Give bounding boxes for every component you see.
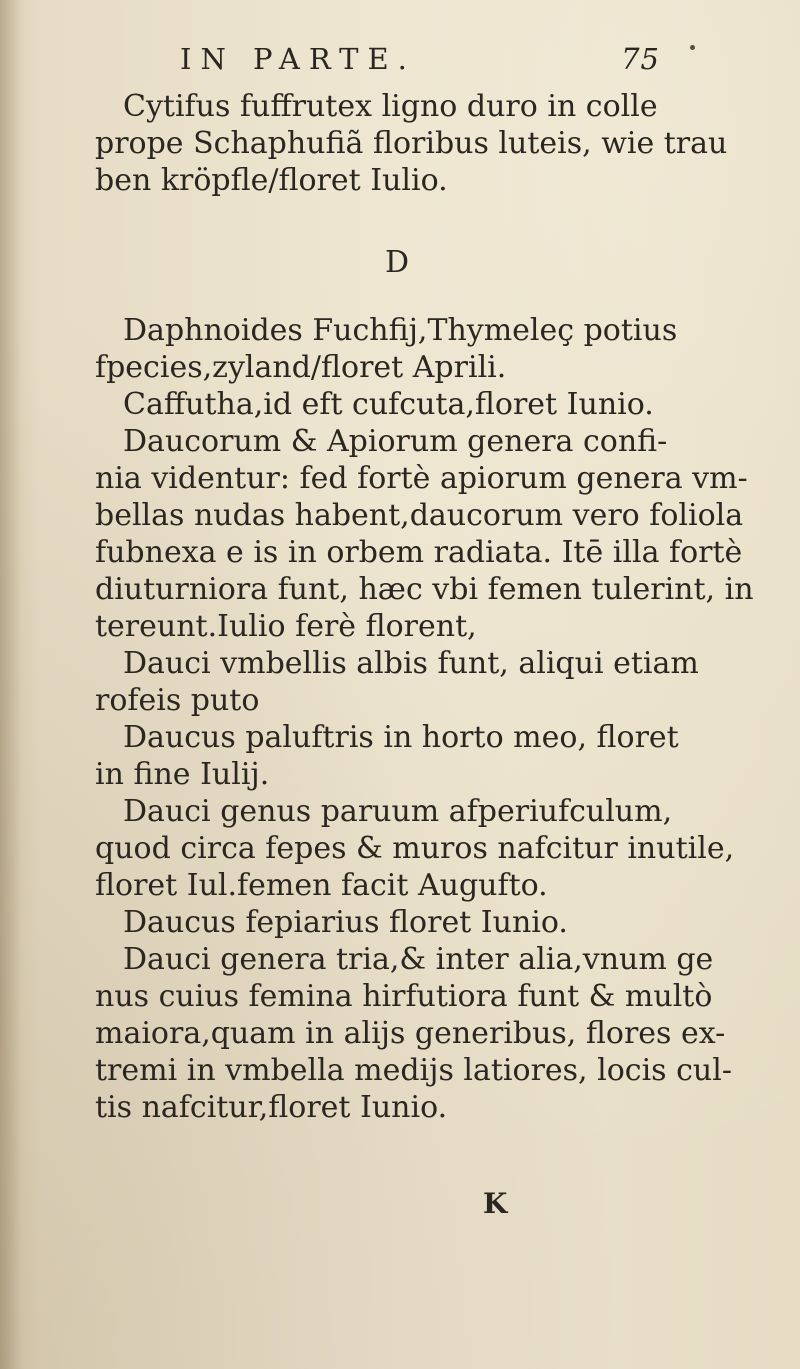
text-line: Daucus fepiarius floret Iunio. — [123, 905, 568, 940]
page-gutter-shadow — [0, 0, 22, 1369]
text-line: Daucorum & Apiorum genera confi- — [123, 424, 668, 459]
text-line: diuturniora funt, hæc vbi femen tulerint, in — [95, 572, 754, 607]
text-line: Caffutha,id eft cufcuta,floret Iunio. — [123, 387, 654, 422]
paragraph-cytisus — [95, 88, 755, 199]
page-header — [180, 42, 660, 86]
text-line: Dauci genus paruum afperiufculum, — [123, 794, 673, 829]
section-letter: D — [385, 245, 410, 280]
text-line: fpecies,zyland/floret Aprili. — [95, 350, 507, 385]
catchword: K — [483, 1187, 508, 1220]
text-line: prope Schaphufiã floribus luteis, wie trau — [95, 126, 728, 161]
text-line: Cytifus fuffrutex ligno duro in colle — [123, 89, 658, 124]
text-line: tis nafcitur,floret Iunio. — [95, 1090, 448, 1125]
text-line: nia videntur: fed fortè apiorum genera vm- — [95, 461, 748, 496]
page-number: 75 — [621, 42, 660, 76]
text-line: bellas nudas habent,daucorum vero foliola — [95, 498, 744, 533]
text-line: Daphnoides Fuchfij,Thymeleç potius — [123, 313, 678, 348]
text-line: ben kröpfle/floret Iulio. — [95, 163, 448, 198]
running-head: IN PARTE. — [180, 42, 416, 76]
text-line: tereunt.Iulio ferè florent, — [95, 609, 477, 644]
ink-speck — [690, 45, 695, 50]
text-line: nus cuius femina hirfutiora funt & multò — [95, 979, 713, 1014]
text-line: maiora,quam in alijs generibus, flores ex- — [95, 1016, 726, 1051]
text-line: floret Iul.femen facit Augufto. — [95, 868, 548, 903]
text-line: quod circa fepes & muros nafcitur inutile, — [95, 831, 735, 866]
text-line: tremi in vmbella medijs latiores, locis cul- — [95, 1053, 732, 1088]
text-line: in fine Iulij. — [95, 757, 270, 792]
paragraph-daucus — [95, 312, 755, 1126]
text-line: Dauci genera tria,& inter alia,vnum ge — [123, 942, 714, 977]
text-line: Daucus paluftris in horto meo, floret — [123, 720, 679, 755]
text-line: rofeis puto — [95, 683, 260, 718]
text-line: Dauci vmbellis albis funt, aliqui etiam — [123, 646, 699, 681]
text-line: fubnexa e is in orbem radiata. Itē illa fortè — [95, 535, 743, 570]
